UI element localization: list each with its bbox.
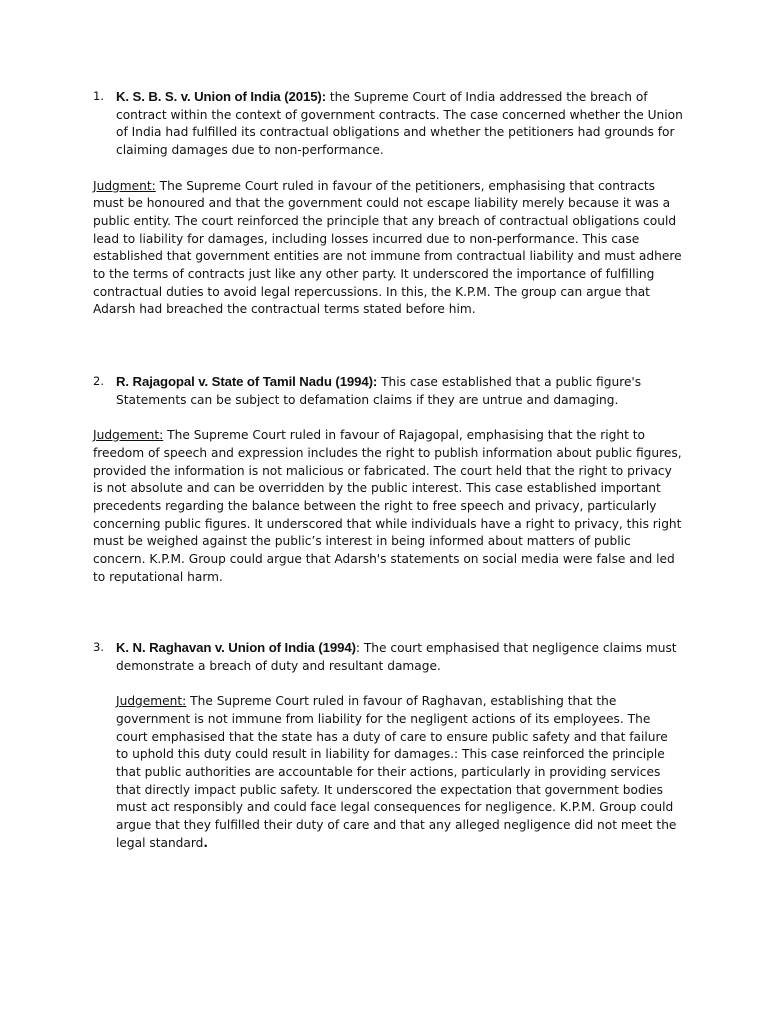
- judgment-label: Judgement:: [93, 428, 164, 443]
- judgment-text: The Supreme Court ruled in favour of the petitioners, emphasising that contracts must be honoured and that the government could not escape liability merely because it was a public entity. The court reinforced the principle that any breach of contractual obligations could lead to liability for damages, including losses incurred due to non-performance. This case established that government entities are not immune from contractual liability and must adhere to the terms of contracts just like any other party. It underscored the importance of fulfilling contractual duties to avoid legal repercussions. In this, the K.P.M. The group can argue that Adarsh had breached the contractual terms stated before him.: [93, 178, 682, 317]
- case-summary-text: the Supreme Court of India addressed the breach of contract within the context of government contracts. The case concerned whether the Union of India had fulfilled its contractual obligations and whether the petitioners had grounds for claiming damages due to non-performance.: [116, 90, 683, 158]
- judgment-paragraph: [93, 693, 683, 852]
- case-summary: [116, 373, 683, 409]
- judgment-end: .: [203, 835, 209, 850]
- case-summary: [116, 639, 683, 675]
- case-title: K. S. B. S. v. Union of India (2015):: [116, 89, 327, 104]
- list-number: 1.: [93, 89, 104, 103]
- list-number: 2.: [93, 374, 104, 388]
- judgment-text: The Supreme Court ruled in favour of Rajagopal, emphasising that the right to freedom of speech and expression includes the right to publish information about public figures, provided the information is not malicious or fabricated. The court held that the right to privacy is not absolute and can be overridden by the public interest. This case established important precedents regarding the balance between the right to free speech and privacy, particularly concerning public figures. It underscored that while individuals have a right to privacy, this right must be weighed against the public’s interest in being informed about matters of public concern. K.P.M. Group could argue that Adarsh's statements on social media were false and led to reputational harm.: [93, 428, 682, 584]
- case-1: [93, 88, 683, 319]
- case-title: R. Rajagopal v. State of Tamil Nadu (1994):: [116, 374, 378, 389]
- list-number: 3.: [93, 640, 104, 654]
- case-heading: [93, 88, 683, 160]
- judgment-paragraph: [93, 427, 683, 586]
- case-heading: [93, 639, 683, 675]
- judgment-paragraph: [93, 178, 683, 320]
- judgment-label: Judgment:: [93, 178, 156, 193]
- judgment-label: Judgement:: [116, 694, 187, 709]
- judgment-text: The Supreme Court ruled in favour of Raghavan, establishing that the government is not immune from liability for the negligent actions of its employees. The court emphasised that the state has a duty of care to ensure public safety and that failure to uphold this duty could result in liability for damages.: This case reinforced the principle that public authorities are accountable for their actions, particularly in providing services that directly impact public safety. It underscored the expectation that government bodies must act responsibly and could face legal consequences for negligence. K.P.M. Group could argue that they fulfilled their duty of care and that any alleged negligence did not meet the legal standard: [116, 694, 677, 850]
- case-title: K. N. Raghavan v. Union of India (1994): [116, 640, 356, 655]
- case-3: [93, 639, 683, 852]
- case-summary: [116, 88, 683, 160]
- case-summary-text: This case established that a public figure's Statements can be subject to defamation claims if they are untrue and damaging.: [116, 375, 642, 407]
- case-heading: [93, 373, 683, 409]
- case-2: [93, 373, 683, 586]
- case-summary-text: : The court emphasised that negligence claims must demonstrate a breach of duty and resultant damage.: [116, 641, 677, 673]
